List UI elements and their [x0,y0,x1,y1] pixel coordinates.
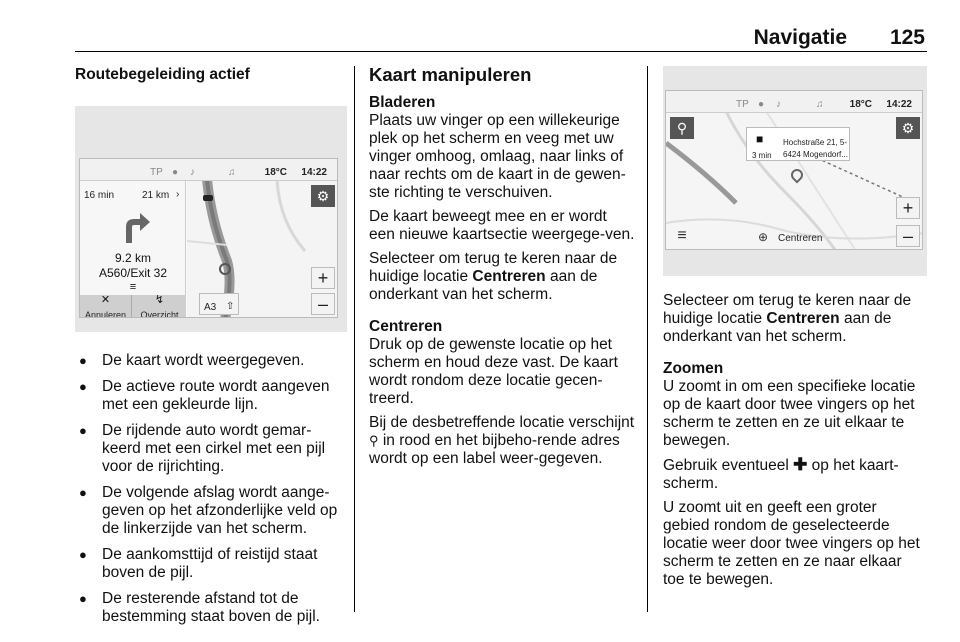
column-right [663,66,927,595]
guidance-screenshot [75,106,347,332]
overview-label: Overzicht [140,310,179,318]
list-item: ● De kaart wordt weergegeven. [75,352,347,370]
list-item: ● De rijdende auto wordt gemar-keerd met een cirkel met een pijl voor de rijrichting. [75,422,347,476]
text: Selecteer om terug te keren naar de huidige locatie [369,250,618,285]
map-screenshot [663,66,927,276]
subheading-bladeren: Bladeren [369,94,436,111]
crosshair-icon: ⊕ [758,230,769,244]
location-pin-icon: ⚲ [369,433,379,448]
list-icon[interactable]: ≡ [129,281,137,293]
zoom-out-button[interactable]: – [896,225,920,247]
list-item: ● De resterende afstand tot de bestemming staat boven de pijl. [75,590,347,626]
search-icon[interactable]: ⚲ [670,117,694,139]
list-item: ● De volgende afslag wordt aange-geven op het afzonderlijke veld op de linkerzijde van het scherm. [75,484,347,538]
plus-icon: ✚ [793,455,808,474]
close-icon: ✕ [100,294,111,306]
column-divider [354,66,355,612]
column-left [75,66,347,634]
route-time: 16 min [84,190,115,201]
bottom-bar [80,295,186,318]
map-area[interactable] [666,113,923,250]
music-icon: ♫ [228,167,236,178]
exit-name: A560/Exit 32 [98,266,168,280]
next-turn-distance: 9.2 km [114,251,151,265]
status-bar [80,159,337,181]
paragraph [369,250,635,304]
chevron-right-icon[interactable]: › [176,189,180,200]
text: aan de onderkant van het scherm. [369,268,598,303]
paragraph [663,456,927,493]
inline-term: Centreren [766,310,840,327]
lane-arrow-icon: ⇧ [226,301,235,312]
center-button[interactable] [756,225,836,247]
feature-list [75,352,347,626]
zoom-in-button[interactable]: + [311,267,335,289]
column-middle [369,66,635,474]
center-label: Centreren [778,233,823,244]
turn-right-arrow-icon [114,205,154,245]
clock: 14:22 [886,99,912,110]
paragraph [663,292,927,346]
text: aan de onderkant van het scherm. [663,310,892,345]
turn-panel [80,181,186,295]
tp-indicator: TP [736,99,749,110]
section-heading: Kaart manipuleren [369,64,532,85]
location-label[interactable] [746,127,850,161]
temperature: 18°C [849,99,872,110]
temperature: 18°C [264,167,287,178]
eta: 3 min [752,151,772,160]
text: Bij de desbetreffende locatie verschijnt [369,414,635,431]
zoom-out-button[interactable]: – [311,293,335,315]
clock: 14:22 [301,167,327,178]
status-bar [666,91,922,113]
cancel-button[interactable] [80,295,132,318]
column-divider [647,66,648,612]
nav-screen [665,90,923,250]
section-title: Routebegeleiding actief [75,66,250,83]
text: in rood en het bijbeho-rende adres wordt op een label weer-gegeven. [369,432,620,467]
route-icon: ↯ [154,294,165,306]
bluetooth-icon: ● [172,167,179,178]
page-header [75,22,927,52]
cancel-label: Annuleren [84,310,127,318]
paragraph: Plaats uw vinger op een willekeurige plek op het scherm en veeg met uw vinger omhoog, omlaag, naar links of naar rechts om de kaart in de gewen-ste richting te verschuiven. [369,112,626,201]
paragraph [369,414,635,468]
header-title: Navigatie [753,26,847,49]
nav-screen [79,158,338,318]
mute-icon: ♪ [776,99,781,110]
vehicle-position-icon [219,263,231,275]
paragraph: U zoomt in om een specifieke locatie op de kaart door twee vingers op het scherm te zetten en ze uit elkaar te bewegen. [663,378,916,449]
tp-indicator: TP [150,167,163,178]
paragraph: U zoomt uit en geeft een groter gebied rondom de geselecteerde locatie weer door twee vingers op het scherm te zetten en ze naar elkaar toe te bewegen. [663,499,920,588]
text: Selecteer om terug te keren naar de huidige locatie [663,292,912,327]
address-line-2: 6424 Mogendorf... [783,150,848,159]
page-number: 125 [889,26,925,49]
poi-marker-icon [203,195,213,201]
music-icon: ♫ [816,99,824,110]
paragraph: De kaart beweegt mee en er wordt een nieuwe kaartsectie weergege-ven. [369,208,635,243]
car-icon: ■ [756,132,764,146]
mute-icon: ♪ [190,167,195,178]
text: Gebruik eventueel [663,457,794,474]
map-area[interactable] [187,181,338,318]
settings-gear-icon[interactable]: ⚙ [896,117,920,139]
settings-gear-icon[interactable]: ⚙ [311,185,335,207]
road-label-box [199,293,239,315]
inline-term: Centreren [472,268,546,285]
subheading-centreren: Centreren [369,318,443,335]
route-distance: 21 km [142,190,170,201]
road-label: A3 [204,302,217,313]
subheading-zoomen: Zoomen [663,360,724,377]
text: op het kaart-scherm. [663,457,899,492]
overview-button[interactable] [133,295,186,318]
list-item: ● De aankomsttijd of reistijd staat boven de pijl. [75,546,347,582]
paragraph: Druk op de gewenste locatie op het scherm en houd deze vast. De kaart wordt rondom deze locatie gecen-treerd. [369,336,618,407]
address-line-1: Hochstraße 21, 5- [783,138,848,147]
menu-icon[interactable]: ≡ [677,227,687,244]
zoom-in-button[interactable]: + [896,197,920,219]
list-item: ● De actieve route wordt aangeven met een gekleurde lijn. [75,378,347,414]
bluetooth-icon: ● [758,99,765,110]
